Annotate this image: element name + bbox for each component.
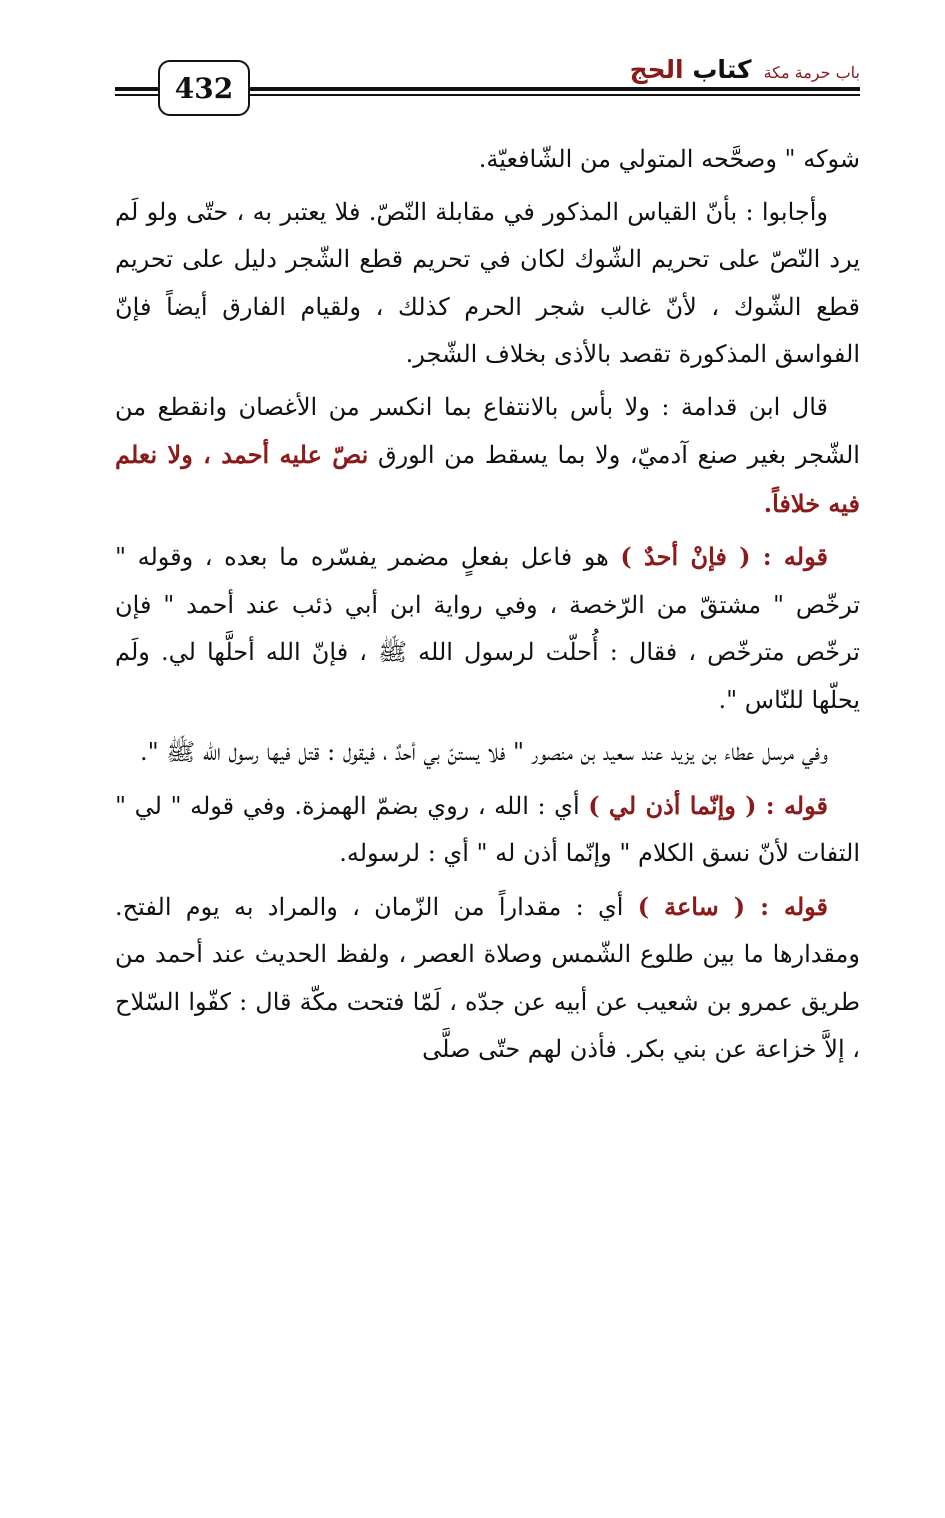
paragraph bbox=[115, 136, 860, 184]
commentary-heading: قوله : ( فإنْ أحدٌ ) bbox=[620, 542, 828, 571]
chapter-title: باب حرمة مكة bbox=[763, 63, 860, 82]
paragraph bbox=[115, 533, 860, 724]
paragraph bbox=[115, 782, 860, 878]
paragraph-text: وفي مرسل عطاء بن يزيد عند سعيد بن منصور " فلا يستنّ بي أحدٌ ، فيقول : قتل فيها رسول الله ﷺ ". bbox=[140, 738, 828, 766]
page-number: 432 bbox=[158, 60, 250, 116]
paragraph-text: أي : مقداراً من الزّمان ، والمراد به يوم الفتح. ومقدارها ما بين طلوع الشّمس وصلاة العصر ، ولفظ الحديث عند أحمد من طريق عمرو بن شعيب عن أبيه عن جدّه ، لَمّا فتحت مكّة قال : كفّوا السّلاح ، إلاَّ خزاعة عن بني بكر. فأذن لهم حتّى صلَّى bbox=[115, 892, 860, 1063]
page-header bbox=[115, 55, 860, 120]
commentary-heading: قوله : ( ساعة ) bbox=[637, 891, 829, 921]
paragraph-text: أي : الله ، روي بضمّ الهمزة. وفي قوله " لي " التفات لأنّ نسق الكلام " وإنّما أذن له " أي : لرسوله. bbox=[115, 791, 860, 867]
paragraph-text: قال ابن قدامة : ولا بأس بالانتفاع بما انكسر من الأغصان وانقطع من الشّجر بغير صنع آدميّ، ولا بما يسقط من الورق bbox=[115, 392, 860, 469]
paragraph bbox=[115, 729, 860, 777]
book-title bbox=[630, 55, 752, 84]
paragraph bbox=[115, 883, 860, 1074]
book-title-accent: الحج bbox=[629, 55, 684, 84]
commentary-heading: قوله : ( وإنّما أذن لي ) bbox=[588, 790, 828, 820]
paragraph-text: شوكه " وصحَّحه المتولي من الشّافعيّة. bbox=[478, 145, 860, 173]
paragraph-text: هو فاعل بفعلٍ مضمر يفسّره ما بعده ، وقوله " ترخّص " مشتقّ من الرّخصة ، وفي رواية ابن أبي ذئب عند أحمد " فإن ترخّص مترخّص ، فقال : أُحلّت لرسول الله ﷺ ، فإنّ الله أحلَّها لي. ولَم يحلّها للنّاس ". bbox=[115, 543, 860, 714]
paragraph-text: وأجابوا : بأنّ القياس المذكور في مقابلة النّصّ. فلا يعتبر به ، حتّى ولو لَم يرد النّصّ على تحريم الشّوك لكان في تحريم قطع الشّجر دليل على تحريم قطع الشّوك ، لأنّ غالب شجر الحرم كذلك ، ولقيام الفارق أيضاً فإنّ الفواسق المذكورة تقصد بالأذى بخلاف الشّجر. bbox=[115, 197, 860, 368]
paragraph bbox=[115, 384, 860, 529]
highlighted-text: نصّ عليه أحمد ، ولا نعلم فيه خلافاً. bbox=[115, 440, 860, 518]
paragraph bbox=[115, 189, 860, 379]
book-title-prefix: كتاب bbox=[683, 55, 752, 84]
header-titles bbox=[630, 55, 860, 85]
page-body bbox=[115, 136, 860, 1079]
